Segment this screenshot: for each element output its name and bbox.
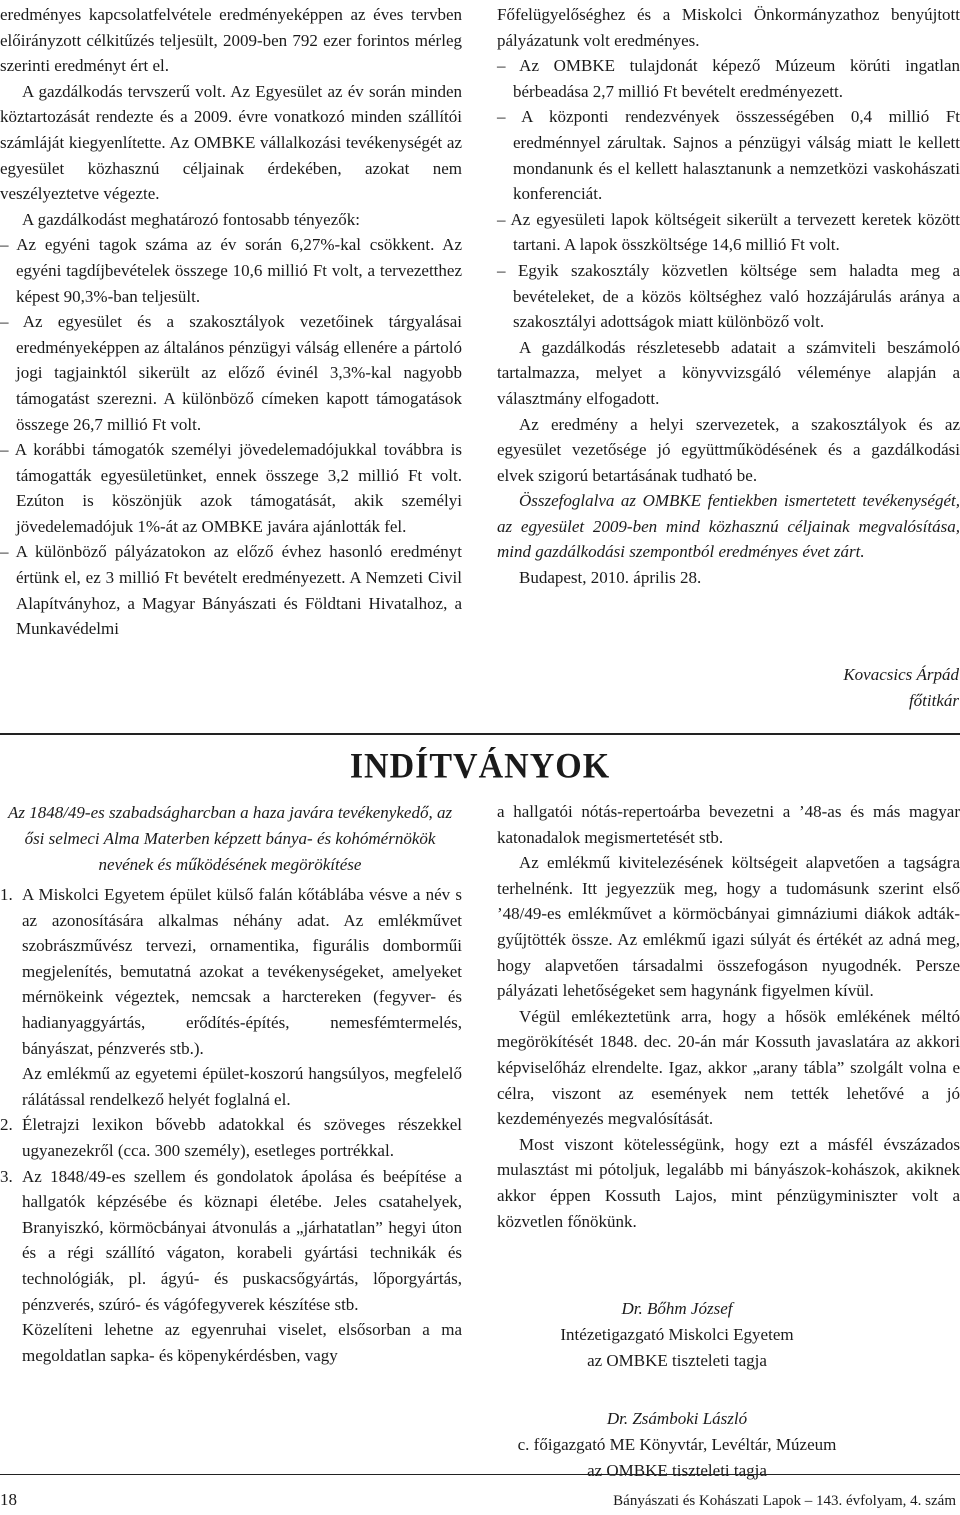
section-heading: INDÍTVÁNYOK: [349, 747, 611, 786]
journal-footer: Bányászati és Kohászati Lapok – 143. évfolyam, 4. szám: [613, 1493, 956, 1509]
dash-list-item: – Az OMBKE tulajdonát képező Múzeum körúti ingatlan bérbeadása 2,7 millió Ft bevételt eredményezett.: [497, 56, 960, 101]
signature-name: Kovacsics Árpád: [843, 665, 959, 684]
paragraph: A gazdálkodást meghatározó fontosabb tényezők:: [22, 209, 360, 229]
paragraph: Most viszont kötelességünk, hogy ezt a másfél évszázados mulasztást mi pótoljuk, legalább mi bányászok-kohászok, akiknek akkor éppen Kossuth Lajos, mint pénzügyminiszter volt a közvetlen főnökünk.: [497, 1134, 960, 1231]
dash-list-item: – Az egyesületi lapok költségeit sikerült a tervezett keretek között tartani. A lapok összköltsége 14,6 millió Ft volt.: [497, 209, 960, 255]
signature-line: Intézetigazgató Miskolci Egyetem: [560, 1325, 794, 1344]
signature-line: az OMBKE tiszteleti tagja: [587, 1351, 767, 1370]
dash-list-item: – Az egyéni tagok száma az év során 6,27%-kal csökkent. Az egyéni tagdíjbevételek összege 10,6 millió Ft volt, a tervezetthez képest 90,3%-ban teljesült.: [0, 235, 462, 306]
footer-rule: [0, 1474, 960, 1475]
item-number: 1.: [0, 885, 13, 904]
item-text: Az 1848/49-es szellem és gondolatok ápolása és beépítése a hallgatók képzésébe és köznapi életébe. Jeles csatahelyek, Branyiszkó, körmöcbányai átvonulás a „járhatatlan” hegyi úton és a régi szállító vágaton, korabeli gyártási technikák és technológiák, pl. ágyú- és puskacsőgyártás, lőporgyártás, pénzverés, szúró- és vágófegyverek készítése stb. Közelíteni lehetne az egyenruhai viselet, elsősorban a ma megoldatlan sapka- és köpenykérdésben, vagy: [22, 1166, 462, 1365]
bottom-right-column: [497, 799, 960, 1234]
top-right-column: [497, 2, 960, 591]
paragraph: A gazdálkodás tervszerű volt. Az Egyesület az év során minden köztartozását rendezte és a 2009. évre vonatkozó minden szállítói számláját kiegyenlítette. Az OMBKE vállalkozási tevékenységét az egyesület közhasznú céljainak érdekében, azokat nem veszélyeztetve végezte.: [0, 81, 462, 204]
signature-title: főtitkár: [908, 691, 959, 710]
top-signature: [700, 662, 959, 714]
signature-line: c. főigazgató ME Könyvtár, Levéltár, Múzeum: [517, 1435, 837, 1454]
paragraph: Végül emlékeztetünk arra, hogy a hősök emlékének méltó megörökítését 1848. dec. 20-án már Kossuth javaslatára az akkori képviselőház elrendelte. Igaz, akkor „arany tábla” szolgált volna e célra, viszont az események nem tették lehetővé a jó kezdeményezés megvalósítását.: [497, 1006, 960, 1129]
signature: [497, 1406, 857, 1484]
bottom-left-column: [0, 882, 462, 1368]
paragraph: Az eredmény a helyi szervezetek, a szakosztályok és az egyesület vezetősége jó együttműködésének és a gazdálkodási elvek szigorú betartásának tudható be.: [497, 414, 960, 485]
dash-list-item: – Az egyesület és a szakosztályok vezetőinek tárgyalásai eredményeképpen az általános pénzügyi válság ellenére a pártoló jogi tagjainktól sikerült az előző évinél 3,3%-kal nagyobb támogatást szerezni. A különböző címeken kapott támogatások összege 26,7 millió Ft volt.: [0, 312, 462, 434]
page-number: 18: [0, 1490, 17, 1509]
numbered-item: [0, 882, 462, 1112]
signature-line: az OMBKE tiszteleti tagja: [587, 1461, 767, 1480]
paragraph: eredményes kapcsolatfelvétele eredményeképpen az éves tervben előirányzott célkitűzés teljesült, 2009-ben 792 ezer forintos mérleg szerinti eredményt ért el.: [0, 5, 462, 76]
paragraph: Összefoglalva az OMBKE fentiekben ismertetett tevékenységét, az egyesület 2009-ben mind közhasznú céljainak megvalósítása, mind gazdálkodási szempontból eredményes évet zárt.: [497, 491, 960, 562]
paragraph: a hallgatói nótás-repertoárba bevezetni a ’48-as és más magyar katonadalok megismertetését stb.: [497, 802, 960, 847]
item-number: 2.: [0, 1115, 13, 1135]
numbered-item: [0, 1164, 462, 1369]
signature-block: [497, 1296, 857, 1484]
signature-name: Dr. Zsámboki László: [606, 1409, 748, 1428]
dash-list-item: – Egyik szakosztály közvetlen költsége sem haladta meg a bevételeket, de a közös költséghez való hozzájárulás aránya a szakosztályi adottságok miatt különböző volt.: [497, 260, 960, 332]
item-number: 3.: [0, 1166, 13, 1186]
item-text: A Miskolci Egyetem épület külső falán kőtáblába vésve a név s az azonosítására alkalmas néhány adat. Az emlékművet szobrászművész tervezi, ornamentika, figurális domborműi megjelenítés, bemutatná azokat a tevékenységeket, amelyeket mérnökeink végeztek, nemcsak a harctereken (fegyver- és hadianyaggyártás, erődítés-építés, nemesfémtermelés, bányászat, pénzverés stb.). Az emlékmű az egyetemi épület-koszorú hangsúlyos, megfelelő rálátással rendelkező helyét foglalná el.: [22, 885, 462, 1109]
item-text: Életrajzi lexikon bővebb adatokkal és szöveges részekkel ugyanezekről (cca. 300 személy), esetleges portrékkal.: [22, 1115, 462, 1160]
paragraph: A gazdálkodás részletesebb adatait a számviteli beszámoló tartalmazza, melyet a könyvvizsgáló véleménye alapján a választmány elfogadott.: [497, 337, 960, 408]
dash-list-item: – A központi rendezvények összességében 0,4 millió Ft eredménnyel zárultak. Sajnos a pénzügyi válság miatt le kellett mondanunk és el kellett halasztanunk a nemzetközi vaskohászati konferenciát.: [497, 107, 960, 204]
paragraph: Budapest, 2010. április 28.: [519, 568, 702, 588]
section-divider: [0, 733, 960, 735]
dash-list-item: – A korábbi támogatók személyi jövedelemadójukkal továbbra is támogatták egyesületünket, ennek összege 3,2 millió Ft volt. Ezúton is köszönjük azok támogatását, akik személyi jövedelemadójuk 1%-át az OMBKE javára ajánlották fel.: [0, 440, 462, 536]
paragraph: Főfelügyelőséghez és a Miskolci Önkormányzathoz benyújtott pályázatunk volt eredményes.: [497, 5, 960, 50]
top-left-column: [0, 2, 462, 642]
numbered-item: [0, 1112, 462, 1163]
signature: [497, 1296, 857, 1374]
proposal-subtitle: Az 1848/49-es szabadságharcban a haza javára tevékenykedő, az ősi selmeci Alma Materben képzett bánya- és kohómérnökök nevének és működésének megörökítése: [7, 803, 453, 874]
signature-name: Dr. Bőhm József: [621, 1299, 733, 1318]
paragraph: Az emlékmű kivitelezésének költségeit alapvetően a tagságra terhelnénk. Itt jegyezzük meg, hogy a tudomásunk szerint első ’48/49-es emlékművet a körmöcbányai gimnáziumi diákok adták-gyűjtötték össze. Az emlékmű igazi súlyát és értékét az adná meg, hogy alapvetően társadalmi összefogáson nyugodnék. Persze pályázati lehetőségeket sem hagynánk figyelmen kívül.: [497, 853, 960, 1001]
dash-list-item: – A különböző pályázatokon az előző évhez hasonló eredményt értünk el, ez 3 millió Ft bevételt eredményezett. A Nemzeti Civil Alapítványhoz, a Magyar Bányászati és Földtani Hivatalhoz, a Munkavédelmi: [0, 542, 462, 639]
